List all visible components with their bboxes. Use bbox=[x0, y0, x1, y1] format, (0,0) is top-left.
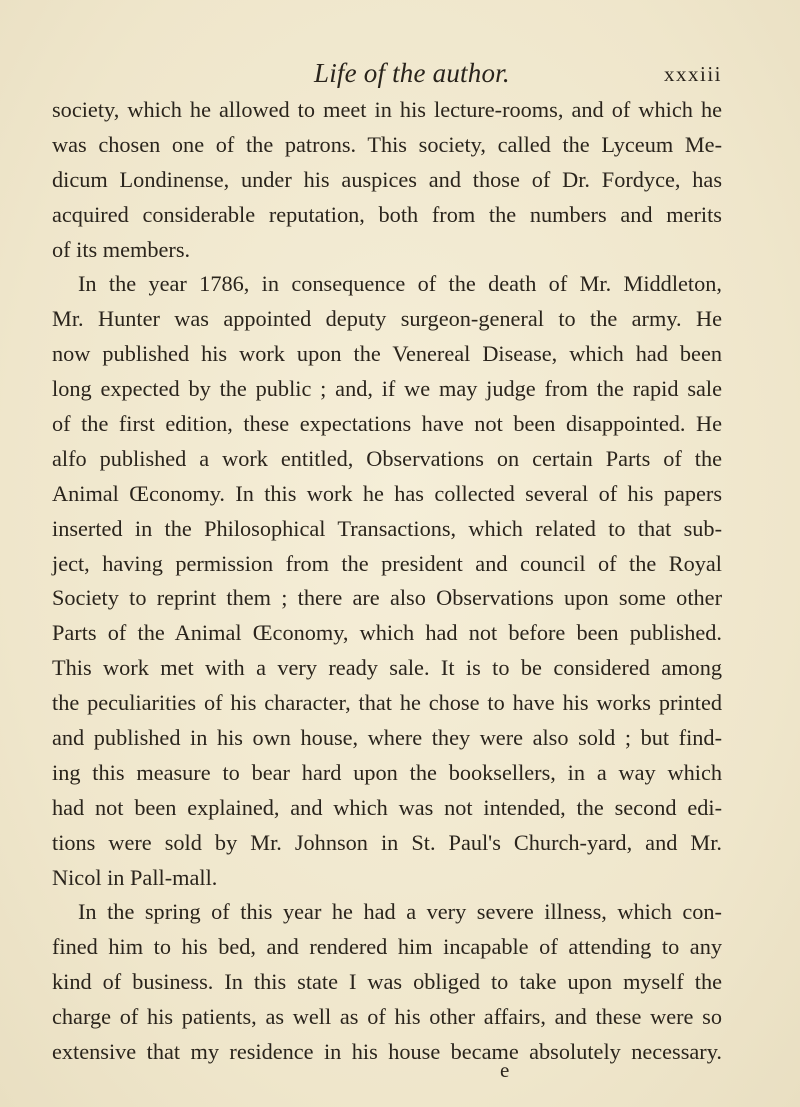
text-line: extensive that my residence in his house became absolutely necessary. bbox=[52, 1039, 722, 1065]
text-line: Parts of the Animal Œconomy, which had not before been published. bbox=[52, 620, 722, 646]
text-line: charge of his patients, as well as of his other affairs, and these were so bbox=[52, 1004, 722, 1030]
text-line: and published in his own house, where they were also sold ; but find- bbox=[52, 725, 722, 751]
text-line: alfo published a work entitled, Observations on certain Parts of the bbox=[52, 445, 722, 471]
text-line: society, which he allowed to meet in his lecture-rooms, and of which he bbox=[52, 97, 722, 122]
text-line: This work met with a very ready sale. It is to be considered among bbox=[52, 655, 722, 681]
text-line: Animal Œconomy. In this work he has collected several of his papers bbox=[52, 480, 722, 506]
text-line: In the spring of this year he had a very severe illness, which con- bbox=[78, 899, 722, 925]
text-line: Society to reprint them ; there are also Observations upon some other bbox=[52, 585, 722, 611]
text-line: long expected by the public ; and, if we may judge from the rapid sale bbox=[52, 376, 722, 402]
text-line: tions were sold by Mr. Johnson in St. Paul's Church-yard, and Mr. bbox=[52, 829, 722, 855]
text-line: was chosen one of the patrons. This society, called the Lyceum Me- bbox=[52, 131, 722, 157]
text-line: Nicol in Pall-mall. bbox=[52, 864, 218, 890]
text-line: kind of business. In this state I was obliged to take upon myself the bbox=[52, 969, 722, 995]
text-line: Mr. Hunter was appointed deputy surgeon-general to the army. He bbox=[52, 306, 722, 332]
text-line: inserted in the Philosophical Transactions, which related to that sub- bbox=[52, 515, 722, 541]
text-line: now published his work upon the Venereal Disease, which had been bbox=[52, 341, 722, 367]
running-head bbox=[222, 58, 722, 92]
text-line: ject, having permission from the president and council of the Royal bbox=[52, 550, 722, 576]
text-line: ing this measure to bear hard upon the booksellers, in a way which bbox=[52, 759, 722, 785]
text-line: had not been explained, and which was not intended, the second edi- bbox=[52, 794, 722, 820]
running-head-title: Life of the author. bbox=[314, 58, 510, 88]
text-line: fined him to his bed, and rendered him incapable of attending to any bbox=[52, 934, 722, 960]
body-text bbox=[52, 93, 722, 1070]
text-line: the peculiarities of his character, that he chose to have his works printed bbox=[52, 690, 722, 716]
signature-mark: e bbox=[500, 1058, 510, 1082]
text-line: dicum Londinense, under his auspices and those of Dr. Fordyce, has bbox=[52, 166, 722, 192]
text-line: of its members. bbox=[52, 236, 191, 262]
text-line: of the first edition, these expectations have not been disappointed. He bbox=[52, 411, 722, 437]
text-line: acquired considerable reputation, both from the numbers and merits bbox=[52, 201, 722, 227]
text-line: In the year 1786, in consequence of the death of Mr. Middleton, bbox=[78, 271, 722, 297]
page-number: xxxiii bbox=[663, 62, 722, 86]
